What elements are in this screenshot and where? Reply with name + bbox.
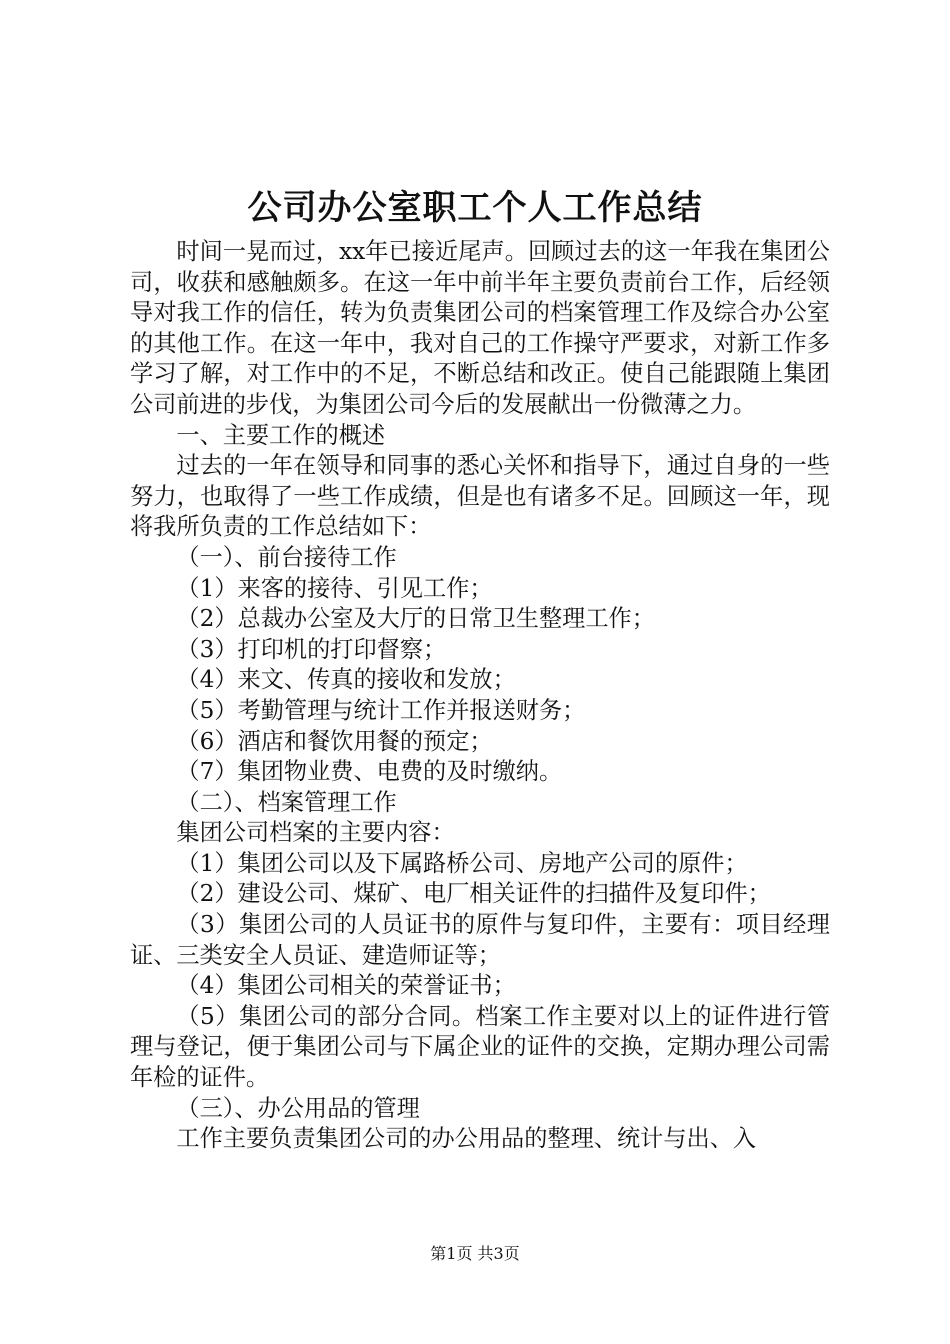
subsection-heading-supplies: （三）、办公用品的管理: [176, 1094, 420, 1122]
list-item: （7）集团物业费、电费的及时缴纳。: [176, 758, 563, 786]
list-item: （5）集团公司的部分合同。档案工作主要对以上的证件进行管理与登记，便于集团公司与下属企业的证件的交换，定期办理公司需年检的证件。: [130, 1002, 830, 1092]
section-heading-1: 一、主要工作的概述: [176, 421, 386, 449]
paragraph-overview: 过去的一年在领导和同事的悉心关怀和指导下，通过自身的一些努力，也取得了一些工作成绩，但是也有诸多不足。回顾这一年，现将我所负责的工作总结如下：: [130, 452, 830, 541]
list-item: （2）总裁办公室及大厅的日常卫生整理工作；: [176, 605, 655, 633]
paragraph-supplies: 工作主要负责集团公司的办公用品的整理、统计与出、入: [176, 1125, 757, 1153]
subsection-heading-reception: （一）、前台接待工作: [176, 543, 397, 571]
paragraph-intro: 时间一晃而过，xx年已接近尾声。回顾过去的这一年我在集团公司，收获和感触颇多。在这一年中前半年主要负责前台工作，后经领导对我工作的信任，转为负责集团公司的档案管理工作及综合办公室的其他工作。在这一年中，我对自己的工作操守严要求，对新工作多学习了解，对工作中的不足，不断总结和改正。使自己能跟随上集团公司前进的步伐，为集团公司今后的发展献出一份微薄之力。: [130, 238, 830, 418]
page-number-footer: 第1页 共3页: [430, 1244, 520, 1263]
list-item: （4）集团公司相关的荣誉证书；: [176, 972, 516, 1000]
list-item: （5）考勤管理与统计工作并报送财务；: [176, 696, 586, 724]
list-item: （4）来文、传真的接收和发放；: [176, 666, 516, 694]
list-item: （1）集团公司以及下属路桥公司、房地产公司的原件；: [176, 849, 748, 877]
document-title: 公司办公室职工个人工作总结: [247, 188, 703, 228]
document-body: [130, 237, 830, 1155]
list-item: （3）打印机的打印督察；: [176, 635, 447, 663]
list-item: （3）集团公司的人员证书的原件与复印件，主要有：项目经理证、三类安全人员证、建造师证等；: [130, 911, 830, 969]
list-item: （6）酒店和餐饮用餐的预定；: [176, 727, 493, 755]
paragraph-archives-intro: 集团公司档案的主要内容：: [176, 819, 455, 847]
list-item: （2）建设公司、煤矿、电厂相关证件的扫描件及复印件；: [176, 880, 771, 908]
list-item: （1）来客的接待、引见工作；: [176, 574, 493, 602]
subsection-heading-archives: （二）、档案管理工作: [176, 788, 397, 816]
